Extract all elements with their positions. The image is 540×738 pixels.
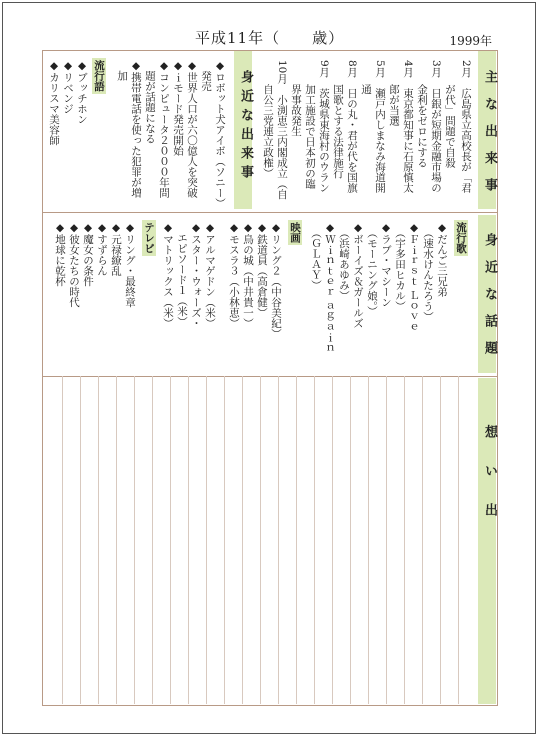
page-title: 平成11年（ 歳） <box>195 29 345 47</box>
main-events-label: 主な出来事 <box>482 70 497 205</box>
song-7: （浜崎あゆみ） <box>338 222 350 301</box>
nearby-event-1: 発売 <box>200 60 212 92</box>
nearby-event-0: ◆ロボット犬アイボ（ソニー） <box>214 60 226 209</box>
main-event-3b: 金利をゼロにする <box>416 84 428 168</box>
tv-show-4: ◆彼女たちの時代 <box>68 222 80 308</box>
song-9: （ＧＬＡＹ） <box>310 222 322 291</box>
main-event-10a: 10月 小渕恵三内閣成立（自 <box>276 60 288 200</box>
main-event-8a: 8月 日の丸・君が代を国旗 <box>346 60 358 193</box>
main-event-10b: 自公三党連立政権） <box>262 84 274 179</box>
song-8: ◆Ｗｉｎｔｅｒ ａｇａｉｎ <box>324 222 336 353</box>
main-event-4a: 4月 東京都知事に石原慎太 <box>402 60 414 193</box>
tv-show-0: ◆リング・最終章 <box>124 222 136 308</box>
nearby-event-4: ◆コンピュータ２０００年問 <box>158 60 170 198</box>
buzzword-1: ◆リベンジ <box>62 60 74 114</box>
song-4: ◆ラブ・マシーン <box>380 222 392 308</box>
movie-2: ◆鳥の城（中井貴一） <box>242 222 254 329</box>
main-event-5a: 5月 瀬戸内しまなみ海道開 <box>374 60 386 193</box>
tv-show-1: ◆元禄繚乱 <box>110 222 122 276</box>
inner-nearby-label: 身近な出来事 <box>238 70 253 184</box>
movie-0: ◆リング２（中谷美紀） <box>270 222 282 339</box>
nearby-event-2: ◆世界人口が六〇億人を突破 <box>186 60 198 198</box>
tv-show-2: ◆すずらん <box>96 222 108 276</box>
tv-film-3: ◆マトリックス（米） <box>162 222 174 329</box>
tv-film-0: ◆アルマゲドン（米） <box>204 222 216 329</box>
movie-1: ◆鉄道員（高倉健） <box>256 222 268 318</box>
tv-film-1: ◆スター・ウォーズ・ <box>190 222 202 329</box>
buzzwords-label: 流行語 <box>93 60 105 92</box>
tv-film-2: エピソード１（米） <box>176 222 188 327</box>
song-2: ◆Ｆｉｒｓｔ Ｌｏｖｅ <box>408 222 420 332</box>
tv-show-3: ◆魔女の条件 <box>82 222 94 287</box>
tv-label: テレビ <box>143 222 155 254</box>
main-event-9a: 9月 茨城県東海村のウラン <box>318 60 330 193</box>
memories-label: 想い出 <box>482 425 497 542</box>
nearby-event-6: ◆携帯電話を使った犯罪が増 <box>130 60 142 198</box>
section-divider-2 <box>42 376 498 377</box>
main-event-2a: 2月 広島県立高校長が「君 <box>460 60 472 193</box>
song-6: ◆ボーイズ＆ガールズ <box>352 222 364 329</box>
buzzword-2: ◆カリスマ美容師 <box>48 60 60 146</box>
main-event-2b: が代」問題で自殺 <box>444 84 456 168</box>
main-event-3a: 3月 日銀が短期金融市場の <box>430 60 442 193</box>
movies-label: 映画 <box>289 222 301 243</box>
year-label: 1999年 <box>449 34 492 48</box>
movie-3: ◆モスラ３（小林恵） <box>228 222 240 329</box>
song-1: （速水けんたろう） <box>422 222 434 322</box>
main-event-9b: 加工施設で日本初の臨 <box>304 84 316 189</box>
song-3: （宇多田ヒカル） <box>394 222 406 312</box>
main-event-9c: 界事故発生 <box>290 84 302 137</box>
tv-show-5: ◆地球に乾杯 <box>54 222 66 287</box>
song-0: ◆だんご三兄弟 <box>436 222 448 297</box>
main-event-5b: 通 <box>360 84 372 95</box>
nearby-event-3: ◆ｉモード発売開始 <box>172 60 184 156</box>
nearby-event-7: 加 <box>116 60 128 81</box>
nearby-event-5: 題が話題になる <box>144 60 156 144</box>
nearby-topics-label: 身近な話題 <box>482 233 497 368</box>
main-event-8b: 国歌とする法律施行 <box>332 84 344 179</box>
section-divider-1 <box>42 212 498 213</box>
buzzword-0: ◆ブッチホン <box>76 60 88 125</box>
songs-label: 流行歌 <box>455 222 467 254</box>
main-event-4b: 郎が当選 <box>388 84 400 126</box>
song-5: （モーニング娘。） <box>366 222 378 317</box>
